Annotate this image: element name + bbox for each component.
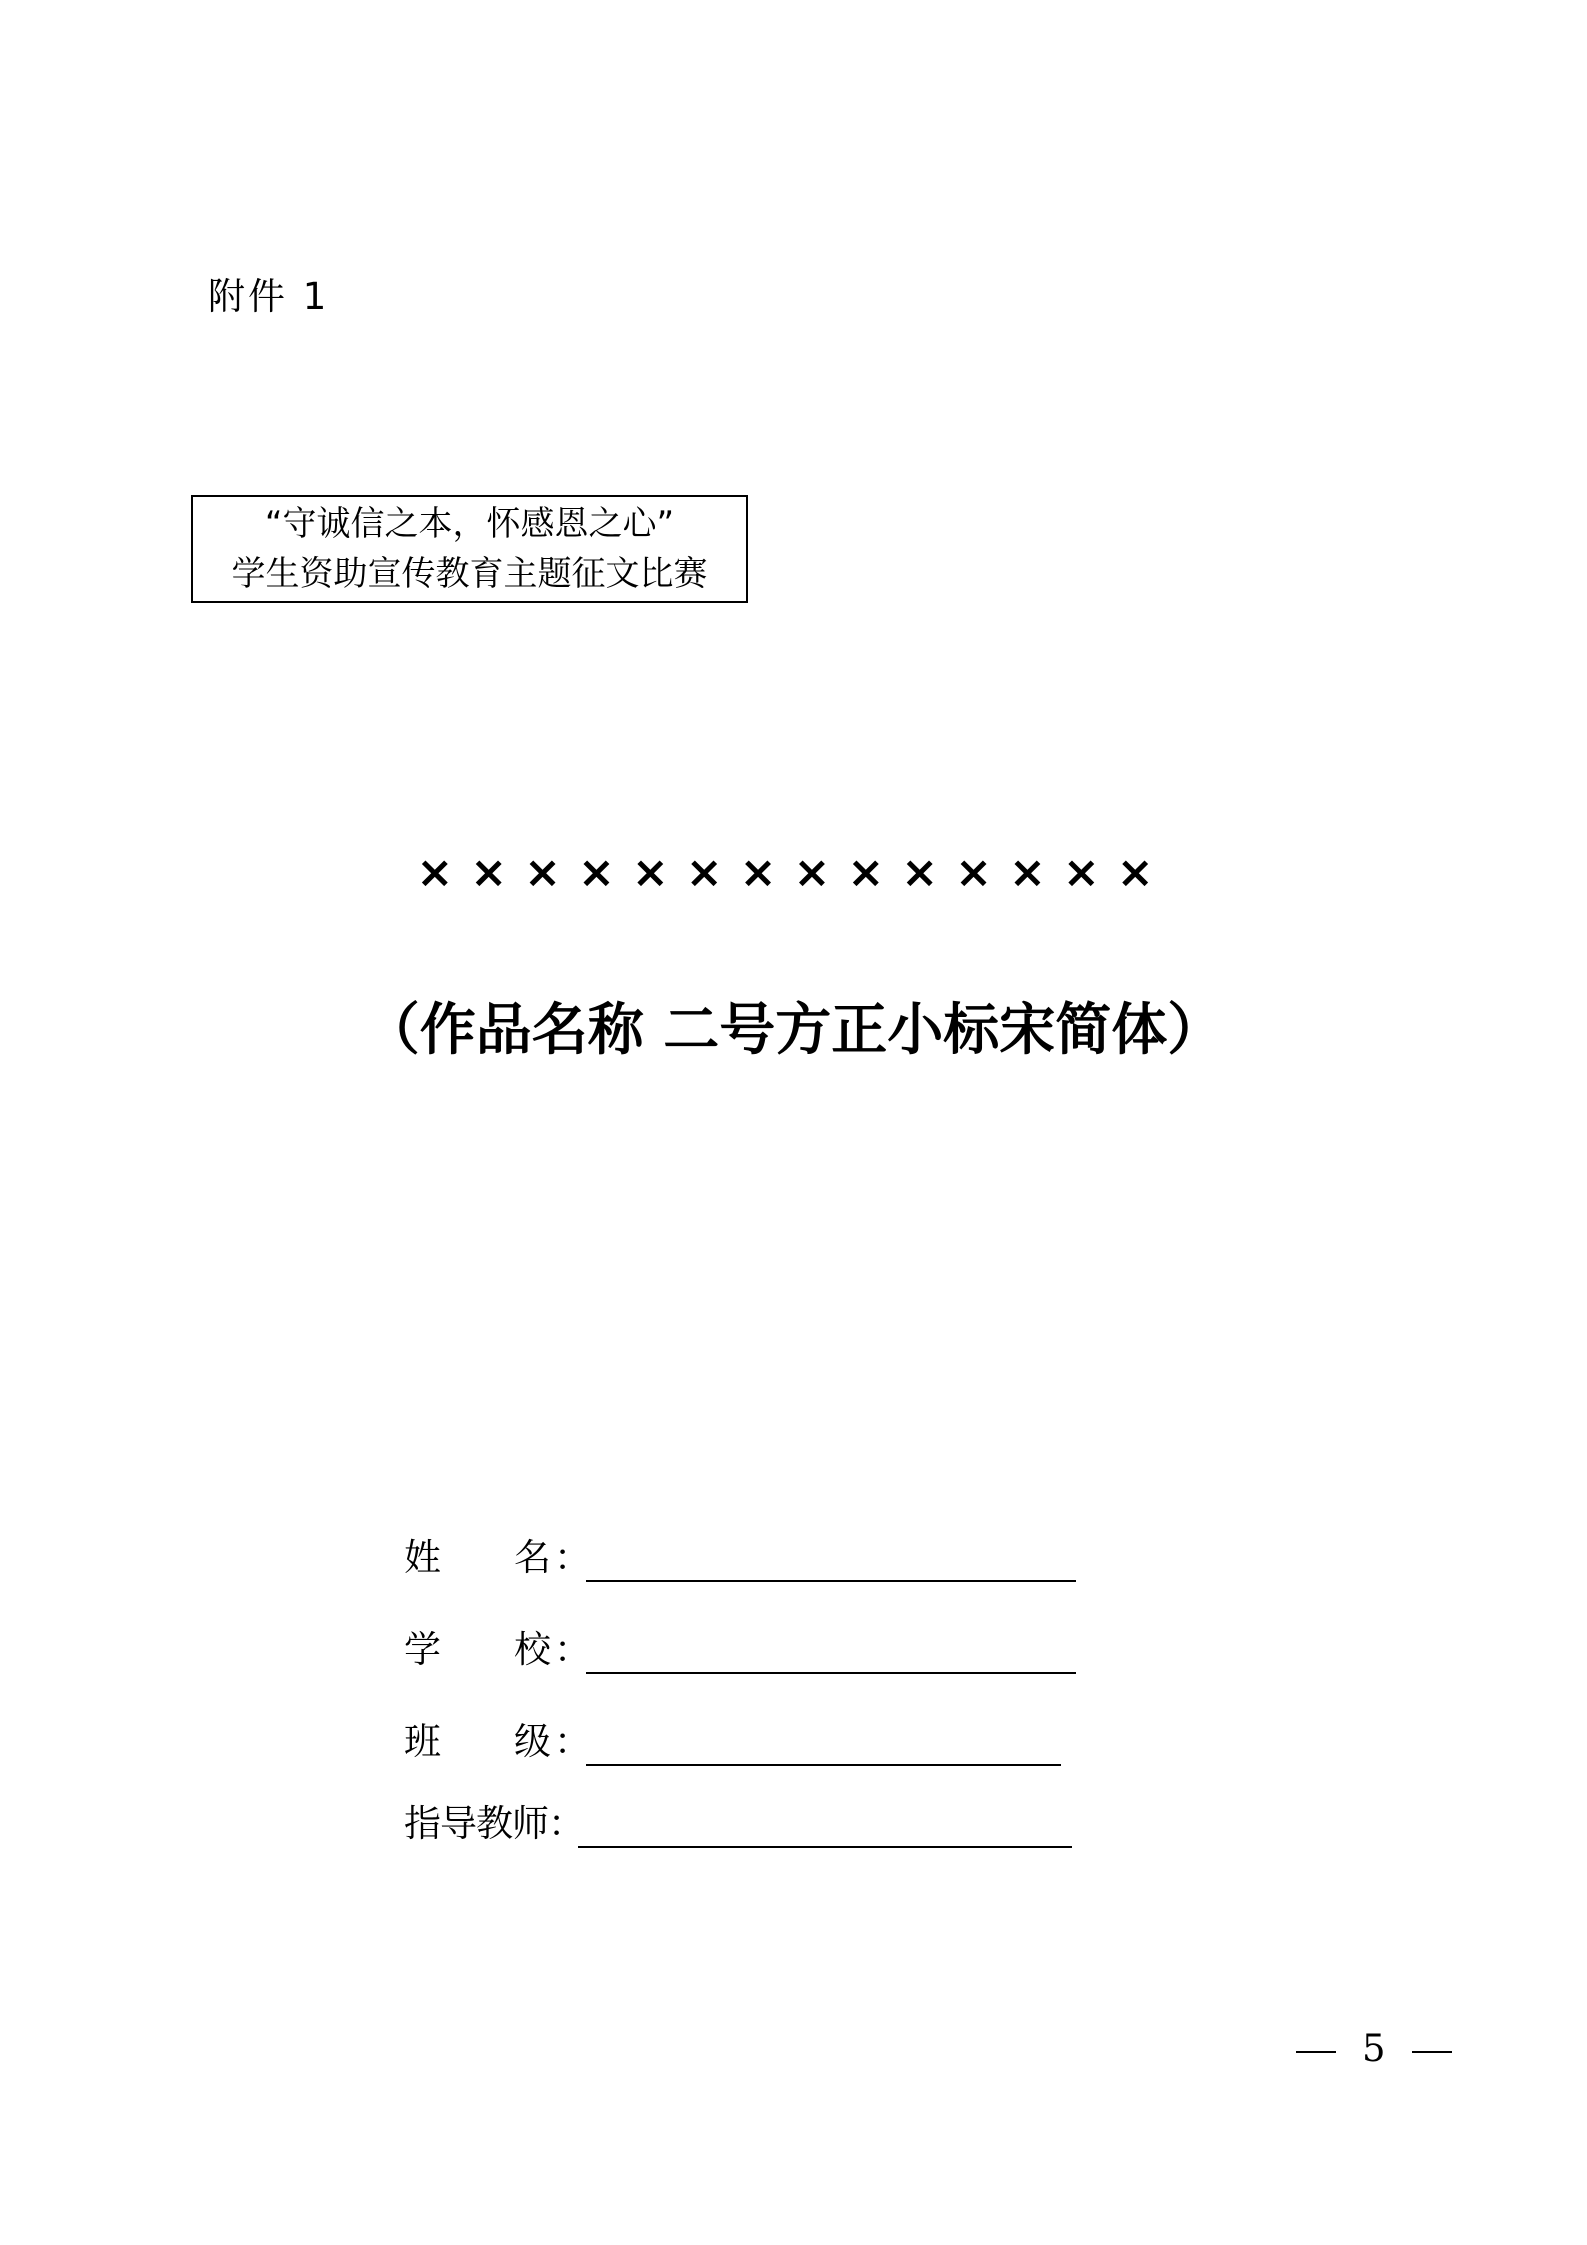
class-field[interactable] bbox=[586, 1764, 1061, 1766]
name-field[interactable] bbox=[586, 1580, 1076, 1582]
info-row-teacher bbox=[404, 1796, 1084, 1852]
page-number-dash-left bbox=[1296, 2051, 1336, 2053]
title-format-note: （作品名称 二号方正小标宋简体） bbox=[363, 997, 1224, 1063]
teacher-label: 指导教师： bbox=[404, 1802, 584, 1845]
teacher-field[interactable] bbox=[578, 1846, 1072, 1848]
info-row-class: 班 级 ： bbox=[404, 1714, 1084, 1770]
attachment-label: 附件 1 bbox=[208, 275, 330, 318]
school-field[interactable] bbox=[586, 1672, 1076, 1674]
title-placeholder: ×××××××××××××× bbox=[416, 847, 1171, 898]
page-number bbox=[1270, 2024, 1478, 2074]
info-row-school: 学 校 ： bbox=[404, 1622, 1084, 1678]
theme-slogan: “守诚信之本，怀感恩之心” bbox=[264, 504, 675, 544]
theme-box bbox=[191, 495, 748, 603]
info-row-name: 姓 名 ： bbox=[404, 1530, 1084, 1586]
theme-competition-name: 学生资助宣传教育主题征文比赛 bbox=[231, 554, 708, 594]
page-number-value: 5 bbox=[1362, 2027, 1386, 2070]
page-number-dash-right bbox=[1412, 2051, 1452, 2053]
